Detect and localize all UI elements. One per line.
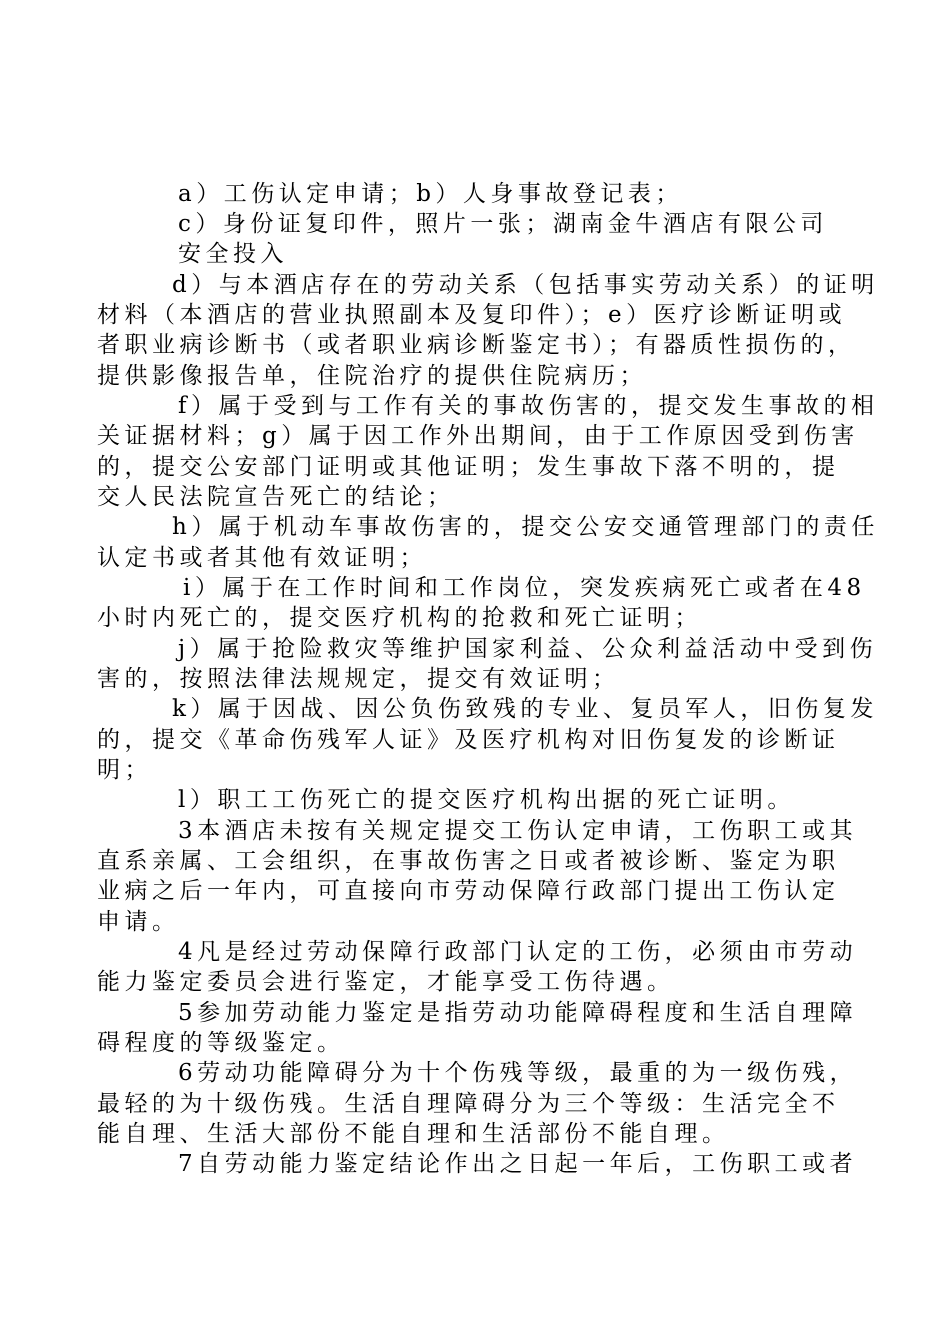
line-text: 者职业病诊断书（或者职业病诊断鉴定书）；有器质性损伤的，	[97, 332, 856, 358]
line-text: j）属于抢险救灾等维护国家利益、公众利益活动中受到伤	[178, 636, 878, 662]
line-text: 关证据材料；g）属于因工作外出期间，由于工作原因受到伤害	[97, 423, 859, 449]
line-text: f）属于受到与工作有关的事故伤害的，提交发生事故的相	[178, 393, 879, 419]
line-text: 3本酒店未按有关规定提交工伤认定申请，工伤职工或其	[178, 818, 858, 844]
line-text: 材料（本酒店的营业执照副本及复印件）；e）医疗诊断证明或	[97, 302, 847, 328]
line-text: 小时内死亡的，提交医疗机构的抢救和死亡证明；	[97, 605, 702, 631]
line-text: 最轻的为十级伤残。生活自理障碍分为三个等级：生活完全不	[97, 1091, 840, 1117]
line-text: 申请。	[97, 909, 180, 935]
line-text: 5参加劳动能力鉴定是指劳动功能障碍程度和生活自理障	[178, 1000, 858, 1026]
line-text: 交人民法院宣告死亡的结论；	[97, 484, 455, 510]
line-text: 6劳动功能障碍分为十个伤残等级，最重的为一级伤残，	[178, 1060, 858, 1086]
line-text: 认定书或者其他有效证明；	[97, 545, 427, 571]
line-text: l）职工工伤死亡的提交医疗机构出据的死亡证明。	[178, 787, 795, 813]
line-text: 的，提交公安部门证明或其他证明；发生事故下落不明的，提	[97, 454, 840, 480]
line-text: 的，提交《革命伤残军人证》及医疗机构对旧伤复发的诊断证	[97, 727, 840, 753]
line-text: k）属于因战、因公负伤致残的专业、复员军人，旧伤复发	[172, 696, 878, 722]
line-text: 能力鉴定委员会进行鉴定，才能享受工伤待遇。	[97, 969, 675, 995]
line-text: a）工伤认定申请；b）人身事故登记表；	[178, 181, 683, 207]
line-text: 4凡是经过劳动保障行政部门认定的工伤，必须由市劳动	[178, 939, 858, 965]
line-text: 直系亲属、工会组织，在事故伤害之日或者被诊断、鉴定为职	[97, 848, 840, 874]
line-text: h）属于机动车事故伤害的，提交公安交通管理部门的责任	[172, 514, 879, 540]
line-text: 明；	[97, 757, 152, 783]
line-text: 7自劳动能力鉴定结论作出之日起一年后，工伤职工或者	[178, 1151, 858, 1177]
line-text: i）属于在工作时间和工作岗位，突发疾病死亡或者在48	[183, 575, 866, 601]
line-text: d）与本酒店存在的劳动关系（包括事实劳动关系）的证明	[172, 272, 879, 298]
line-text: c）身份证复印件，照片一张；湖南金牛酒店有限公司	[178, 211, 828, 237]
line-text: 提供影像报告单，住院治疗的提供住院病历；	[97, 363, 647, 389]
line-text: 碍程度的等级鉴定。	[97, 1030, 345, 1056]
line-text: 能自理、生活大部份不能自理和生活部份不能自理。	[97, 1121, 730, 1147]
line-text: 业病之后一年内，可直接向市劳动保障行政部门提出工伤认定	[97, 878, 840, 904]
line-text: 害的，按照法律法规规定，提交有效证明；	[97, 666, 620, 692]
line-text: 安全投入	[178, 241, 288, 267]
